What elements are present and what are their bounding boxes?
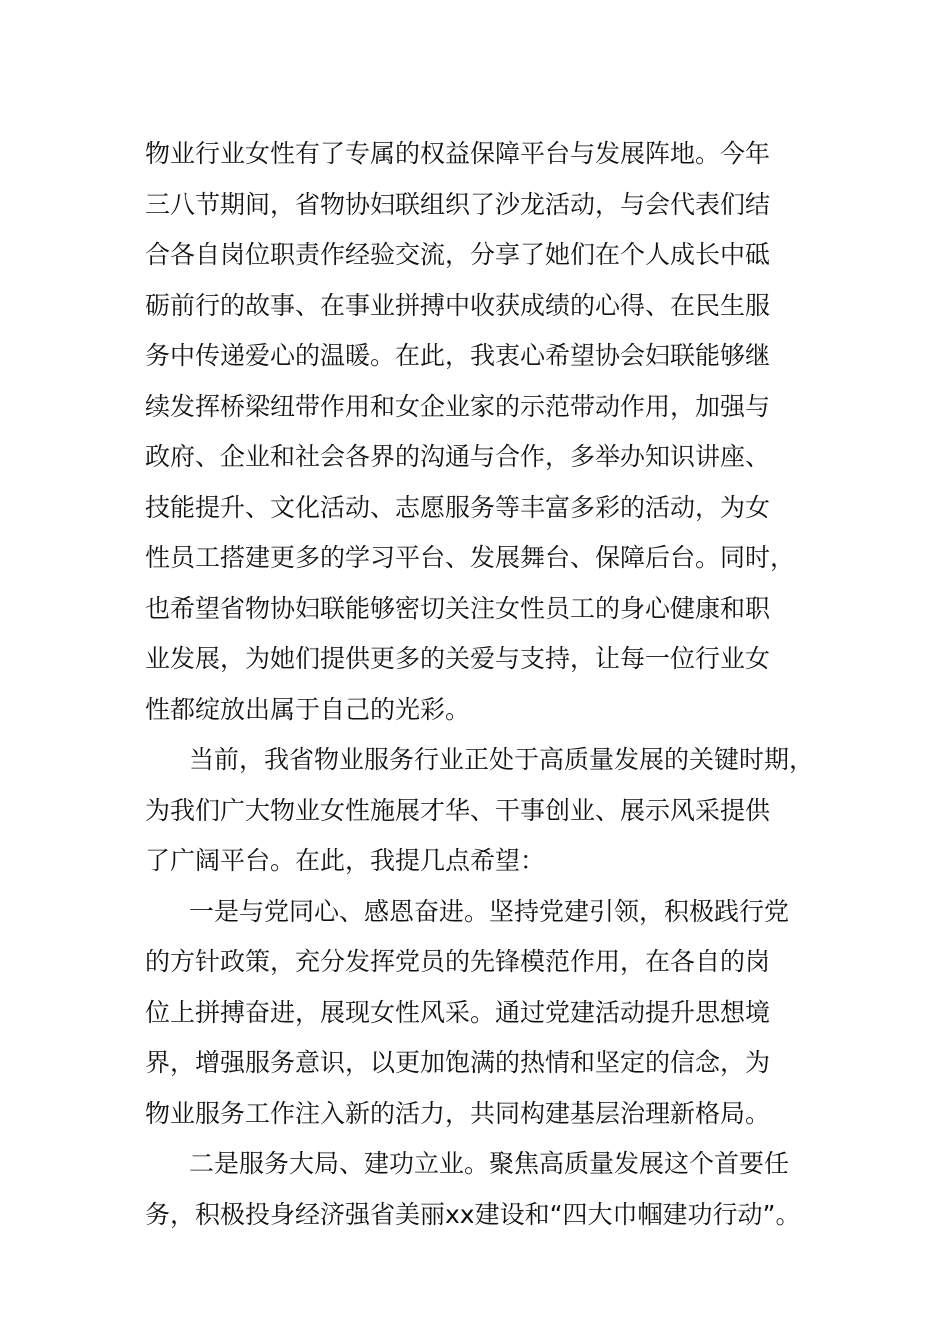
paragraph-start-line: 当前，我省物业服务行业正处于高质量发展的关键时期，: [189, 745, 815, 774]
paragraph-start-line: 二是服务大局、建功立业。聚焦高质量发展这个首要任: [189, 1149, 790, 1178]
text-line: 业发展，为她们提供更多的关爱与支持，让每一位行业女: [145, 644, 771, 673]
text-line: 合各自岗位职责作经验交流，分享了她们在个人成长中砥: [145, 240, 771, 269]
paragraph-start-line: 一是与党同心、感恩奋进。坚持党建引领，积极践行党: [189, 896, 790, 926]
text-line: 技能提升、文化活动、志愿服务等丰富多彩的活动，为女: [145, 492, 771, 522]
text-line: 了广阔平台。在此，我提几点希望：: [145, 846, 546, 875]
text-line: 位上拼搏奋进，展现女性风采。通过党建活动提升思想境: [145, 997, 771, 1027]
text-line: 物业服务工作注入新的活力，共同构建基层治理新格局。: [145, 1098, 771, 1128]
text-line: 务中传递爱心的温暖。在此，我衷心希望协会妇联能够继: [145, 341, 771, 370]
text-line: 务，积极投身经济强省美丽xx建设和“四大巾帼建功行动”。: [145, 1199, 801, 1229]
text-line: 砺前行的故事、在事业拼搏中收获成绩的心得、在民生服: [145, 290, 771, 320]
text-line: 界，增强服务意识，以更加饱满的热情和坚定的信念，为: [145, 1048, 771, 1077]
text-line: 政府、企业和社会各界的沟通与合作，多举办知识讲座、: [145, 442, 771, 471]
text-line: 三八节期间，省物协妇联组织了沙龙活动，与会代表们结: [145, 189, 771, 219]
text-line: 为我们广大物业女性施展才华、干事创业、展示风采提供: [145, 795, 771, 825]
text-line: 性都绽放出属于自己的光彩。: [145, 694, 471, 724]
document-body: [145, 129, 825, 1240]
text-line: 也希望省物协妇联能够密切关注女性员工的身心健康和职: [145, 593, 771, 623]
text-line: 的方针政策，充分发挥党员的先锋模范作用，在各自的岗: [145, 947, 771, 976]
text-line: 续发挥桥梁纽带作用和女企业家的示范带动作用，加强与: [145, 391, 771, 421]
text-line: 物业行业女性有了专属的权益保障平台与发展阵地。今年: [145, 139, 771, 168]
text-line: 性员工搭建更多的学习平台、发展舞台、保障后台。同时，: [145, 543, 796, 572]
